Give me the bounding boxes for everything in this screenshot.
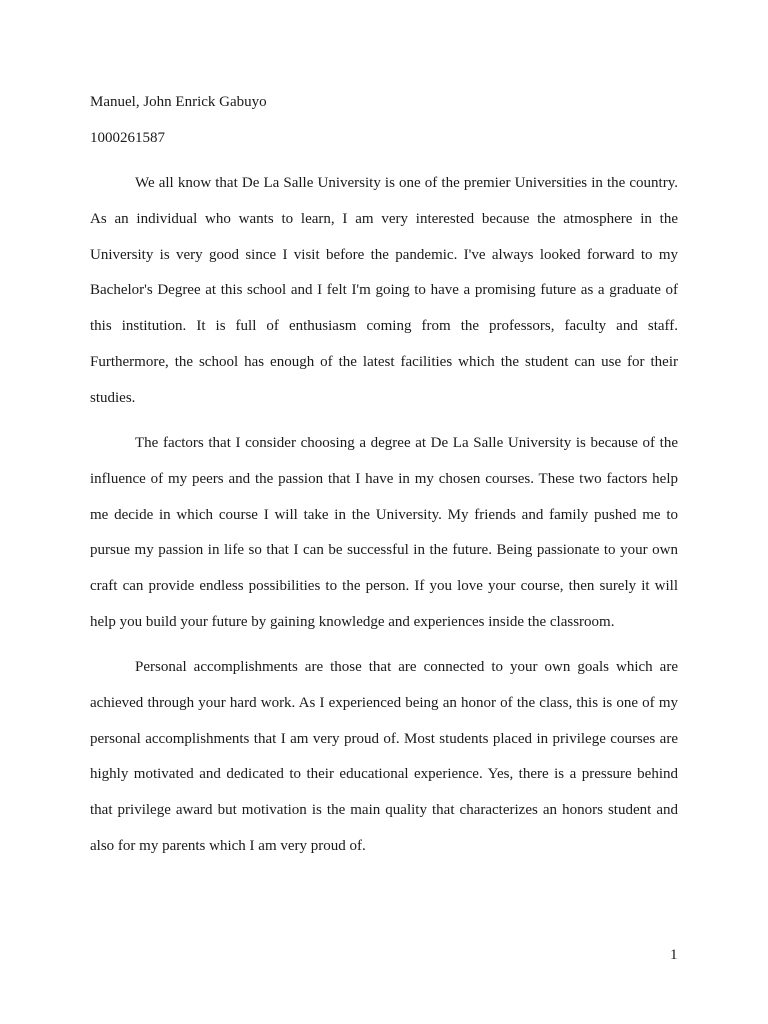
paragraph-2: The factors that I consider choosing a degree at De La Salle University is because of the influence of my peers and the passion that I have in my chosen courses. These two factors help me decide in which course I will take in the University. My friends and family pushed me to pursue my passion in life so that I can be successful in the future. Being passionate to your own craft can provide endless possibilities to the person. If you love your course, then surely it will help you build your future by gaining knowledge and experiences inside the classroom. bbox=[90, 435, 678, 630]
page-number: 1 bbox=[670, 947, 678, 963]
paragraph-3: Personal accomplishments are those that are connected to your own goals which are achieved through your hard work. As I experienced being an honor of the class, this is one of my personal accomplishments that I am very proud of. Most students placed in privilege courses are highly motivated and dedicated to their educational experience. Yes, there is a pressure behind that privilege award but motivation is the main quality that characterizes an honors student and also for my parents which I am very proud of. bbox=[90, 659, 678, 854]
paragraph-1: We all know that De La Salle University is one of the premier Universities in the country. As an individual who wants to learn, I am very interested because the atmosphere in the University is very good since I visit before the pandemic. I've always looked forward to my Bachelor's Degree at this school and I felt I'm going to have a promising future as a graduate of this institution. It is full of enthusiasm coming from the professors, faculty and staff. Furthermore, the school has enough of the latest facilities which the student can use for their studies. bbox=[90, 175, 678, 406]
student-id: 1000261587 bbox=[90, 130, 165, 146]
document-page bbox=[90, 0, 678, 1024]
author-name: Manuel, John Enrick Gabuyo bbox=[90, 94, 267, 110]
